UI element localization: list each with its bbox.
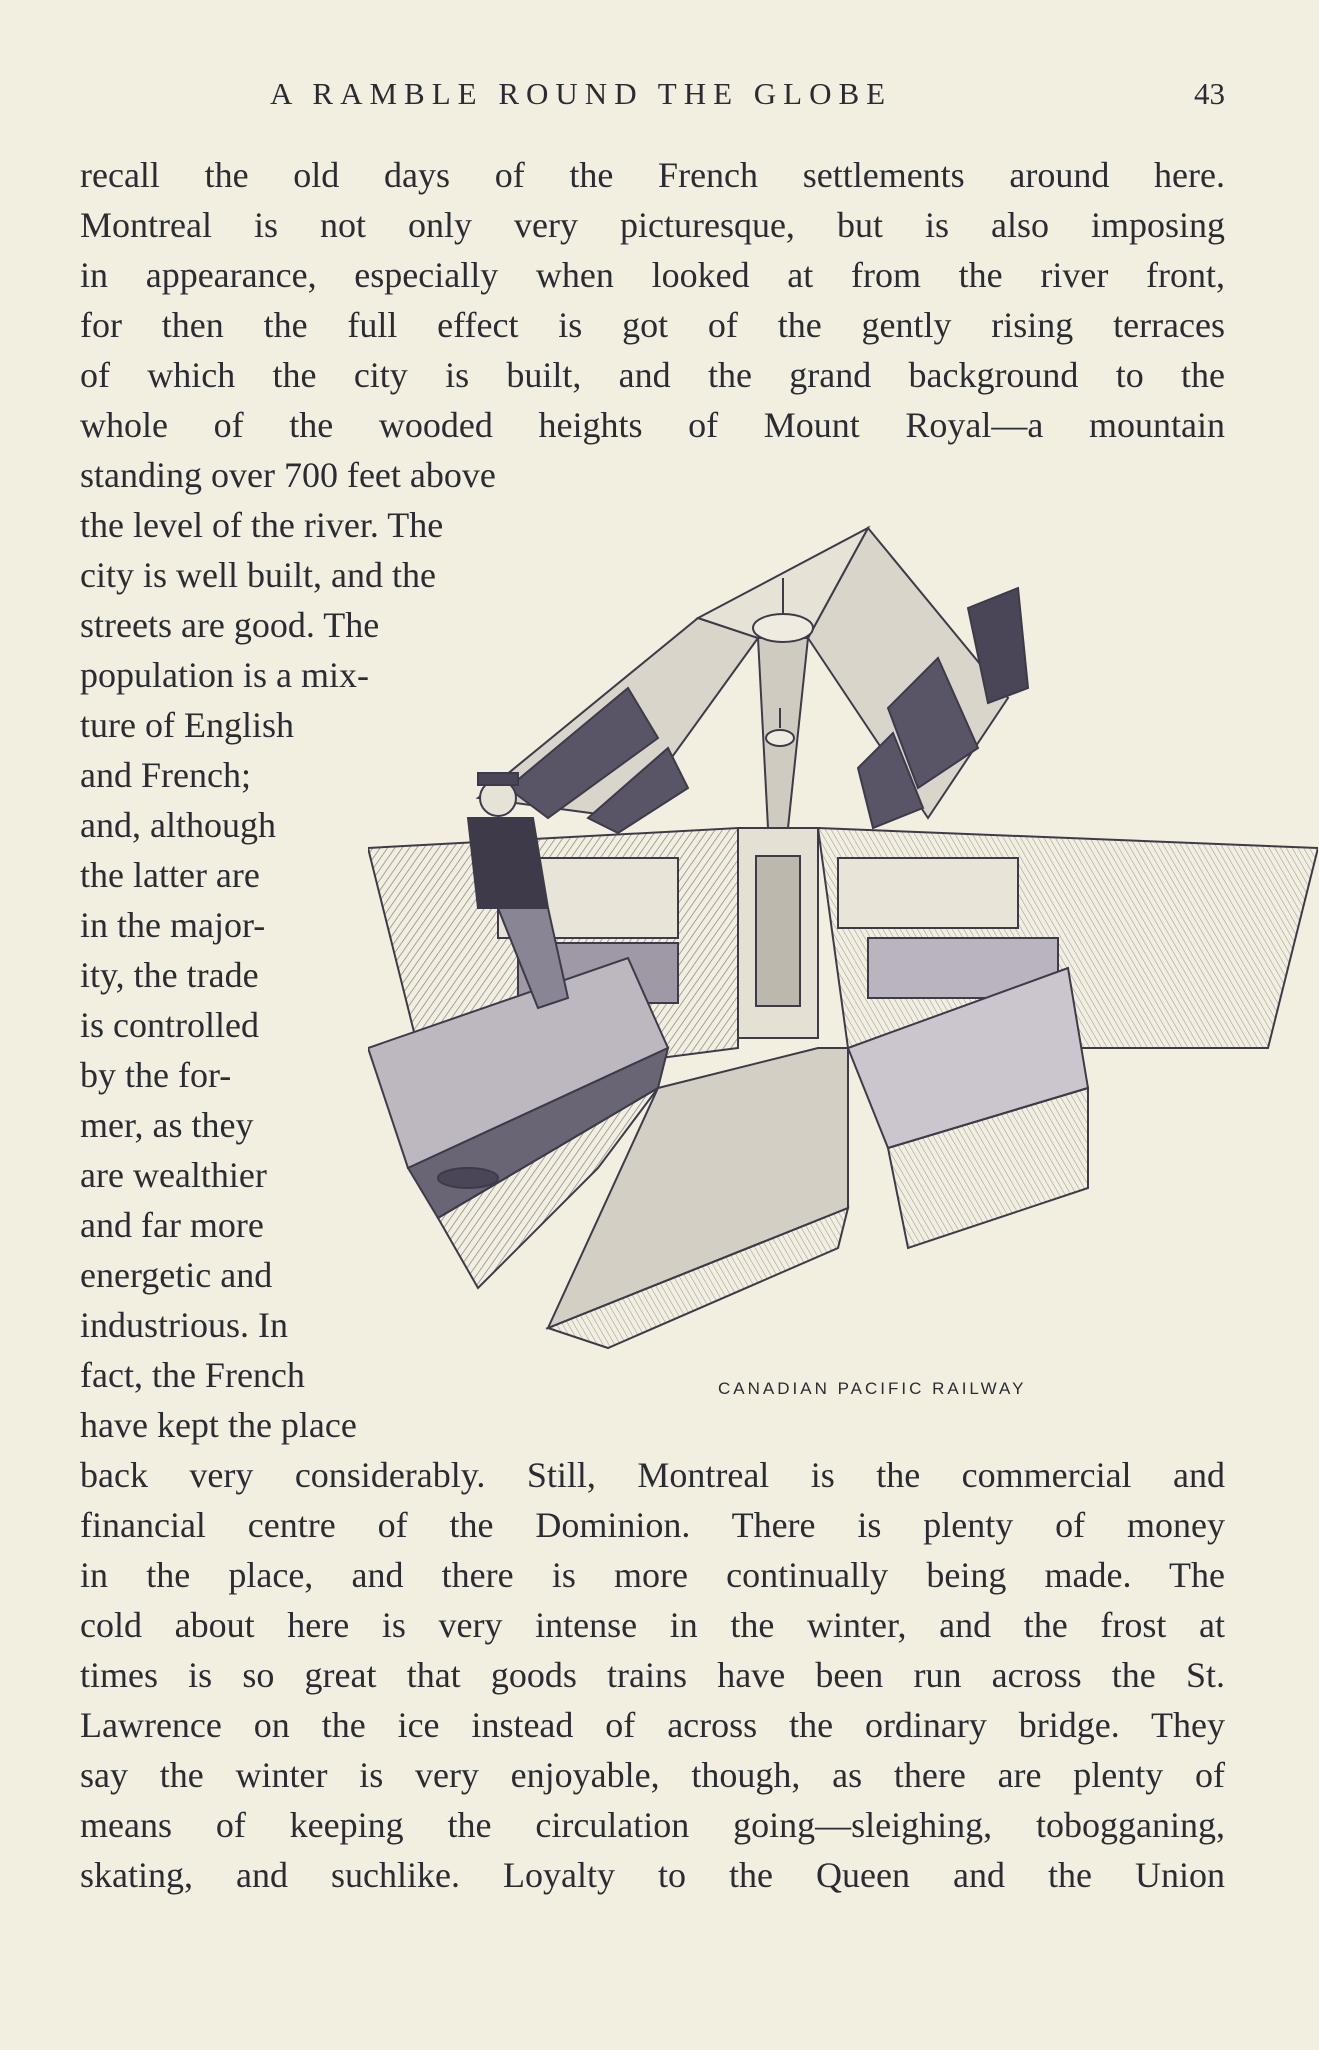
running-head (80, 76, 1225, 120)
text-line: say the winter is very enjoyable, though, as there are plenty of (80, 1755, 1225, 1795)
text-line: whole of the wooded heights of Mount Royal—a mountain (80, 405, 1225, 445)
text-line: the latter are (80, 855, 260, 895)
text-line: streets are good. The (80, 605, 380, 645)
railway-car-illustration (368, 488, 1318, 1368)
text-line: recall the old days of the French settlements around here. (80, 155, 1225, 195)
text-line: times is so great that goods trains have been run across the St. (80, 1655, 1225, 1695)
text-line: for then the full effect is got of the gently rising terraces (80, 305, 1225, 345)
text-line: are wealthier (80, 1155, 267, 1195)
text-line: energetic and (80, 1255, 273, 1295)
text-line: in appearance, especially when looked at from the river front, (80, 255, 1225, 295)
text-line: Lawrence on the ice instead of across the ordinary bridge. They (80, 1705, 1225, 1745)
text-line: city is well built, and the (80, 555, 436, 595)
running-title: A RAMBLE ROUND THE GLOBE (270, 76, 893, 111)
text-line: and far more (80, 1205, 264, 1245)
page-number: 43 (1194, 76, 1225, 111)
text-line: the level of the river. The (80, 505, 444, 545)
text-line: is controlled (80, 1005, 259, 1045)
text-line: have kept the place (80, 1405, 357, 1445)
text-line: in the major- (80, 905, 266, 945)
text-line: mer, as they (80, 1105, 254, 1145)
text-line: Montreal is not only very picturesque, but is also imposing (80, 205, 1225, 245)
illustration-caption: CANADIAN PACIFIC RAILWAY (718, 1379, 1027, 1398)
text-line: in the place, and there is more continually being made. The (80, 1555, 1225, 1595)
text-line: means of keeping the circulation going—sleighing, tobogganing, (80, 1805, 1225, 1845)
text-line: population is a mix- (80, 655, 369, 695)
text-line: back very considerably. Still, Montreal is the commercial and (80, 1455, 1225, 1495)
text-line: and, although (80, 805, 276, 845)
text-line: and French; (80, 755, 251, 795)
text-line: of which the city is built, and the grand background to the (80, 355, 1225, 395)
text-line: ture of English (80, 705, 294, 745)
text-line: standing over 700 feet above (80, 455, 496, 495)
text-line: by the for- (80, 1055, 232, 1095)
text-line: ity, the trade (80, 955, 259, 995)
text-line: cold about here is very intense in the winter, and the frost at (80, 1605, 1225, 1645)
text-line: financial centre of the Dominion. There is plenty of money (80, 1505, 1225, 1545)
text-line: skating, and suchlike. Loyalty to the Queen and the Union (80, 1855, 1225, 1895)
text-line: fact, the French (80, 1355, 305, 1395)
text-line: industrious. In (80, 1305, 289, 1345)
